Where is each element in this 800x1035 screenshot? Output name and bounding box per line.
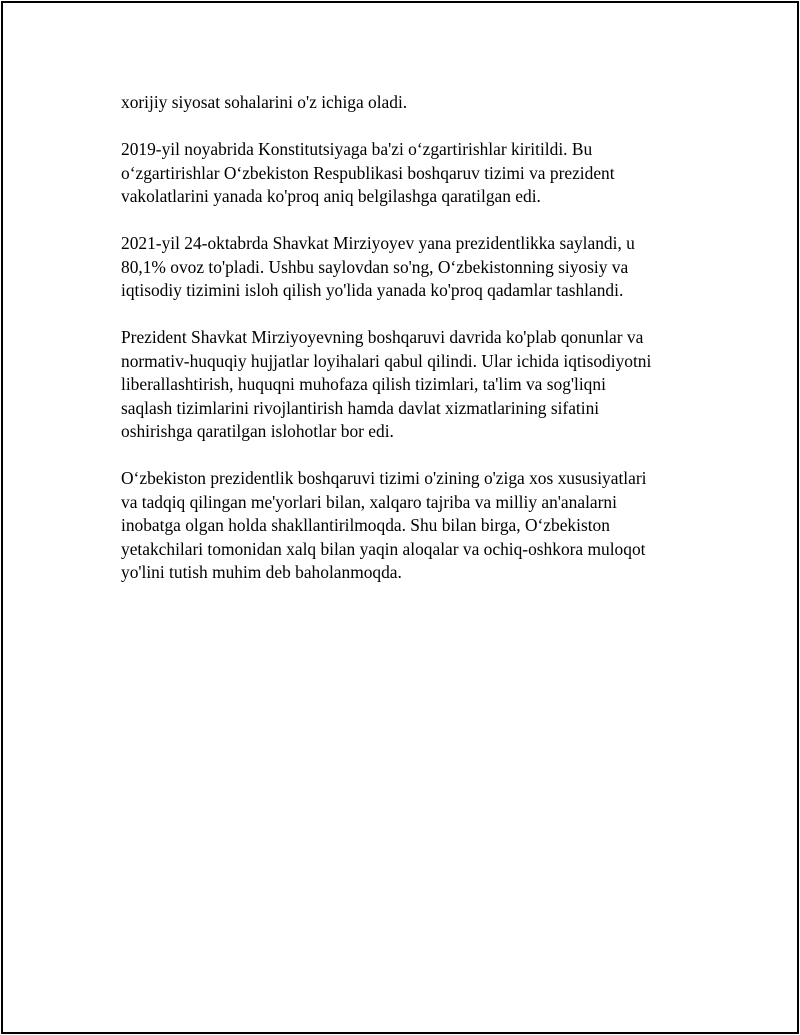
paragraph-line: xorijiy siyosat sohalarini o'z ichiga oladi. <box>121 92 408 112</box>
paragraph-line: vakolatlarini yanada ko'proq aniq belgilashga qaratilgan edi. <box>121 186 541 206</box>
document-body <box>121 91 691 608</box>
paragraph-3 <box>121 232 691 303</box>
paragraph-line: va tadqiq qilingan me'yorlari bilan, xalqaro tajriba va milliy an'analarni <box>121 491 617 512</box>
paragraph-line: 80,1% ovoz to'pladi. Ushbu saylovdan so'ng, Oʻzbekistonning siyosiy va <box>121 256 629 277</box>
paragraph-line: oʻzgartirishlar Oʻzbekiston Respublikasi boshqaruv tizimi va prezident <box>121 162 615 183</box>
paragraph-2 <box>121 138 691 209</box>
page-frame <box>1 1 799 1034</box>
paragraph-5 <box>121 467 691 585</box>
paragraph-4 <box>121 326 691 444</box>
paragraph-1 <box>121 91 691 115</box>
paragraph-line: oshirishga qaratilgan islohotlar bor edi. <box>121 421 394 441</box>
paragraph-line: liberallashtirish, huquqni muhofaza qilish tizimlari, ta'lim va sog'liqni <box>121 374 606 394</box>
paragraph-line: inobatga olgan holda shakllantirilmoqda. Shu bilan birga, Oʻzbekiston <box>121 515 610 535</box>
paragraph-line: 2021-yil 24-oktabrda Shavkat Mirziyoyev yana prezidentlikka saylandi, u <box>121 233 635 253</box>
paragraph-line: Oʻzbekiston prezidentlik boshqaruvi tizimi o'zining o'ziga xos xususiyatlari <box>121 468 647 488</box>
paragraph-line: normativ-huquqiy hujjatlar loyihalari qabul qilindi. Ular ichida iqtisodiyotni <box>121 350 652 371</box>
paragraph-line: iqtisodiy tizimini isloh qilish yo'lida yanada ko'proq qadamlar tashlandi. <box>121 280 624 300</box>
paragraph-line: 2019-yil noyabrida Konstitutsiyaga ba'zi oʻzgartirishlar kiritildi. Bu <box>121 139 593 159</box>
paragraph-line: yo'lini tutish muhim deb baholanmoqda. <box>121 562 402 582</box>
paragraph-line: yetakchilari tomonidan xalq bilan yaqin aloqalar va ochiq-oshkora muloqot <box>121 538 646 559</box>
paragraph-line: saqlash tizimlarini rivojlantirish hamda davlat xizmatlarining sifatini <box>121 397 600 418</box>
paragraph-line: Prezident Shavkat Mirziyoyevning boshqaruvi davrida ko'plab qonunlar va <box>121 327 644 347</box>
